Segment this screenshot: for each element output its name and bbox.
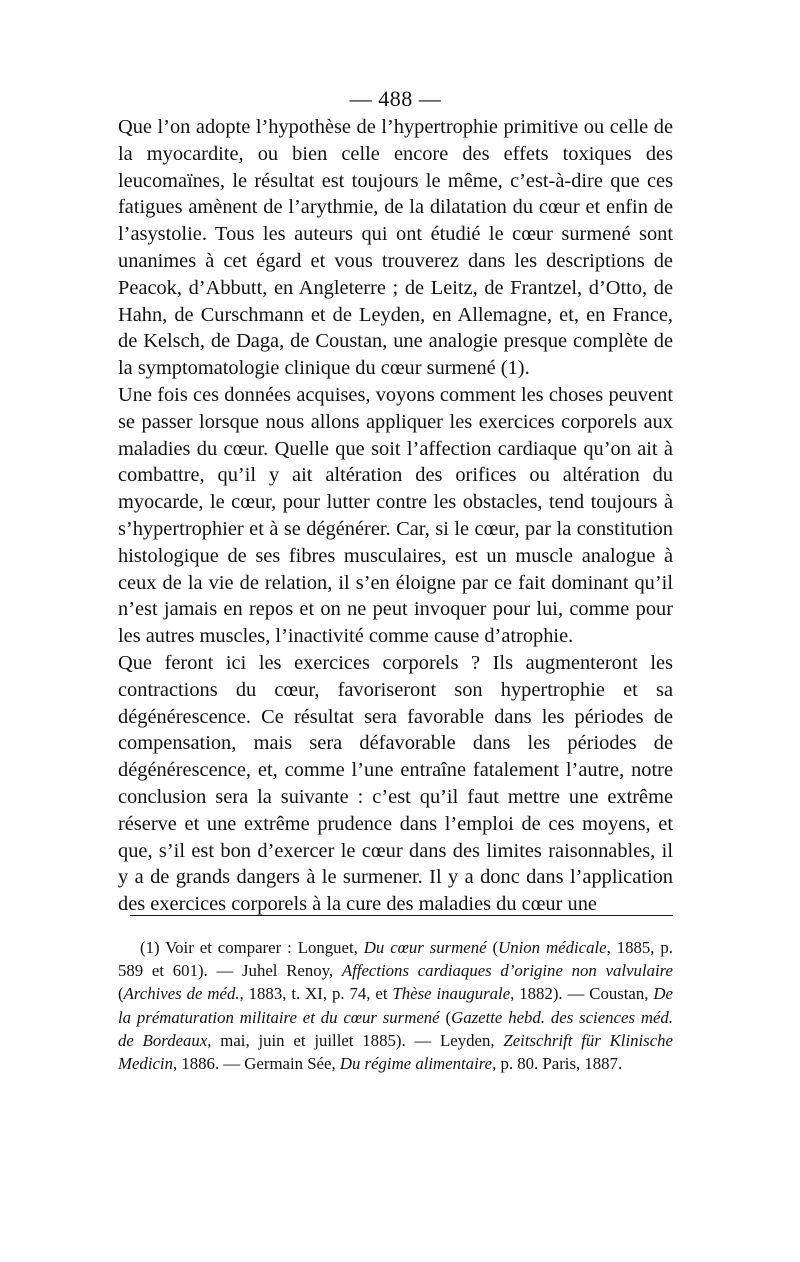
page-number: — 488 —	[349, 86, 442, 111]
body-text	[118, 114, 673, 918]
footnote-label: (1)	[140, 938, 160, 957]
footnote-divider	[130, 915, 673, 916]
footnote-segment: , 1886. — Germain Sée,	[172, 1054, 340, 1074]
footnote-segment: Voir et comparer : Longuet,	[159, 938, 364, 957]
footnote-segment: , 1885, p. 589 et 601). — Juhel Renoy,	[118, 938, 673, 981]
footnote-segment: , p. 80. Paris, 1887.	[492, 1054, 623, 1074]
footnote-segment: Archives de méd.	[123, 984, 240, 1004]
footnote-segment: Du cœur surmené	[363, 938, 487, 957]
footnote-segment: De la prématuration militaire et du cœur surmené	[118, 984, 673, 1027]
footnote	[118, 936, 673, 1075]
footnote-segment: Gazette hebd. des sciences méd. de Bordeaux	[118, 1007, 673, 1050]
footnote-segment: (	[439, 1007, 452, 1027]
footnote-segment: (	[118, 984, 124, 1004]
footnote-text	[118, 938, 673, 1073]
book-page	[118, 0, 673, 1262]
paragraph-2: Une fois ces données acquises, voyons comment les choses peuvent se passer lorsque nous allons appliquer les exercices corporels aux maladies du cœur. Quelle que soit l’affection cardiaque qu’on ait à combattre, qu’il y ait altération des orifices ou altération du myocarde, le cœur, pour lutter contre les obstacles, tend toujours à s’hypertrophier et à se dégénérer. Car, si le cœur, par la constitution histologique de ses fibres musculaires, est un muscle analogue à ceux de la vie de relation, il s’en éloigne par ce fait dominant qu’il n’est jamais en repos et on ne peut invoquer pour lui, comme pour les autres muscles, l’inactivité comme cause d’atrophie.	[118, 383, 673, 648]
footnote-segment: , 1883, t. XI, p. 74, et	[239, 984, 393, 1004]
footnote-segment: , mai, juin et juillet 1885). — Leyden,	[207, 1030, 504, 1050]
footnote-segment: , 1882). — Coustan,	[510, 984, 654, 1004]
footnote-segment: (	[486, 938, 499, 957]
footnote-segment: Du régime alimentaire	[339, 1054, 493, 1074]
footnote-segment: Union médicale	[498, 938, 607, 957]
paragraph-3: Que feront ici les exercices corporels ? Ils augmenteront les contractions du cœur, favoriseront son hypertrophie et sa dégénérescence. Ce résultat sera favorable dans les périodes de compensation, mais sera défavorable dans les périodes de dégénérescence, et, comme l’une entraîne fatalement l’autre, notre conclusion sera la suivante : c’est qu’il faut mettre une extrême réserve et une extrême prudence dans l’emploi de ces moyens, et que, s’il est bon d’exercer le cœur dans des limites raisonnables, il y a de grands dangers à le surmener. Il y a donc dans l’application des exercices corporels à la cure des maladies du cœur une	[118, 651, 673, 916]
footnote-segment: Zeitschrift für Klinische Medicin	[118, 1030, 673, 1074]
paragraph-1: Que l’on adopte l’hypothèse de l’hypertrophie primitive ou celle de la myocardite, ou bien celle encore des effets toxiques des leucomaïnes, le résultat est toujours le même, c’est-à-dire que ces fatigues amènent de l’arythmie, de la dilatation du cœur et enfin de l’asystolie. Tous les auteurs qui ont étudié le cœur surmené sont unanimes à cet égard et vous trouverez dans les descriptions de Peacok, d’Abbutt, en Angleterre ; de Leitz, de Frantzel, d’Otto, de Hahn, de Curschmann et de Leyden, en Allemagne, et, en France, de Kelsch, de Daga, de Coustan, une analogie presque complète de la symptomatologie clinique du cœur surmené (1).	[118, 116, 673, 380]
footnote-segment: Affections cardiaques d’origine non valvulaire	[341, 961, 673, 981]
footnote-segment: Thèse inaugurale	[392, 984, 511, 1004]
